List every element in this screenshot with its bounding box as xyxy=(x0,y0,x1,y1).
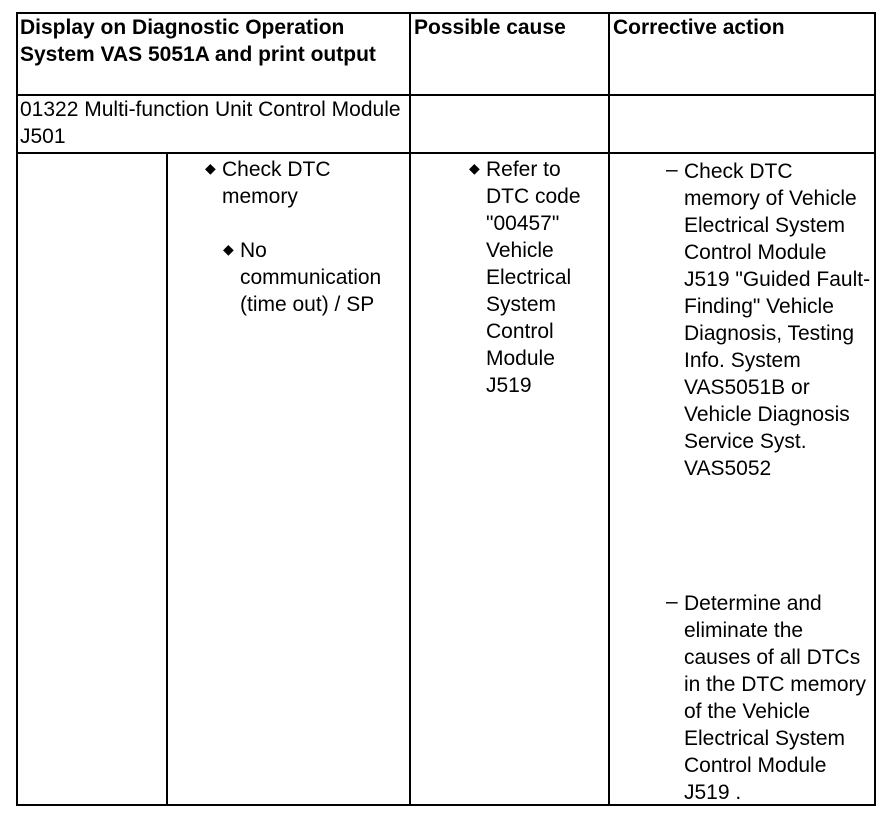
diamond-bullet-icon: ◆ xyxy=(223,241,234,257)
column-divider-inner xyxy=(166,152,168,806)
diamond-bullet-icon: ◆ xyxy=(205,160,216,176)
table-border-right xyxy=(874,12,876,806)
dash-bullet-icon: – xyxy=(666,590,678,613)
row-divider-fault xyxy=(16,152,876,154)
diamond-bullet-icon: ◆ xyxy=(469,160,480,176)
dash-bullet-icon: – xyxy=(666,158,678,181)
header-display-text: Display on Diagnostic Operation System VAS 5051A and print output xyxy=(20,16,376,66)
column-divider-action xyxy=(608,12,610,806)
header-cause-text: Possible cause xyxy=(414,16,566,39)
display-item: ◆ Check DTC memory xyxy=(205,158,331,208)
cause-item: ◆ Refer to DTC code "00457" Vehicle Electrical System Control Module J519 xyxy=(469,158,581,397)
header-action xyxy=(613,14,871,41)
action-item: – Check DTC memory of Vehicle Electrical System Control Module J519 "Guided Fault-Finding" Vehicle Diagnosis, Testing Info. System VAS5051B or Vehicle Diagnosis Service Syst. VAS5052 xyxy=(666,158,871,480)
column-divider-cause xyxy=(409,12,411,806)
display-item: ◆ No communication (time out) / SP xyxy=(223,239,382,316)
fault-code-cell xyxy=(20,96,405,150)
table-border-left xyxy=(16,12,18,806)
header-cause xyxy=(414,14,604,41)
diagnostic-table xyxy=(16,12,876,806)
fault-code-text: 01322 Multi-function Unit Control Module J501 xyxy=(20,98,401,148)
header-action-text: Corrective action xyxy=(613,16,785,39)
header-display xyxy=(20,14,405,68)
action-item: – Determine and eliminate the causes of all DTCs in the DTC memory of the Vehicle Electrical System Control Module J519 . xyxy=(666,590,867,804)
